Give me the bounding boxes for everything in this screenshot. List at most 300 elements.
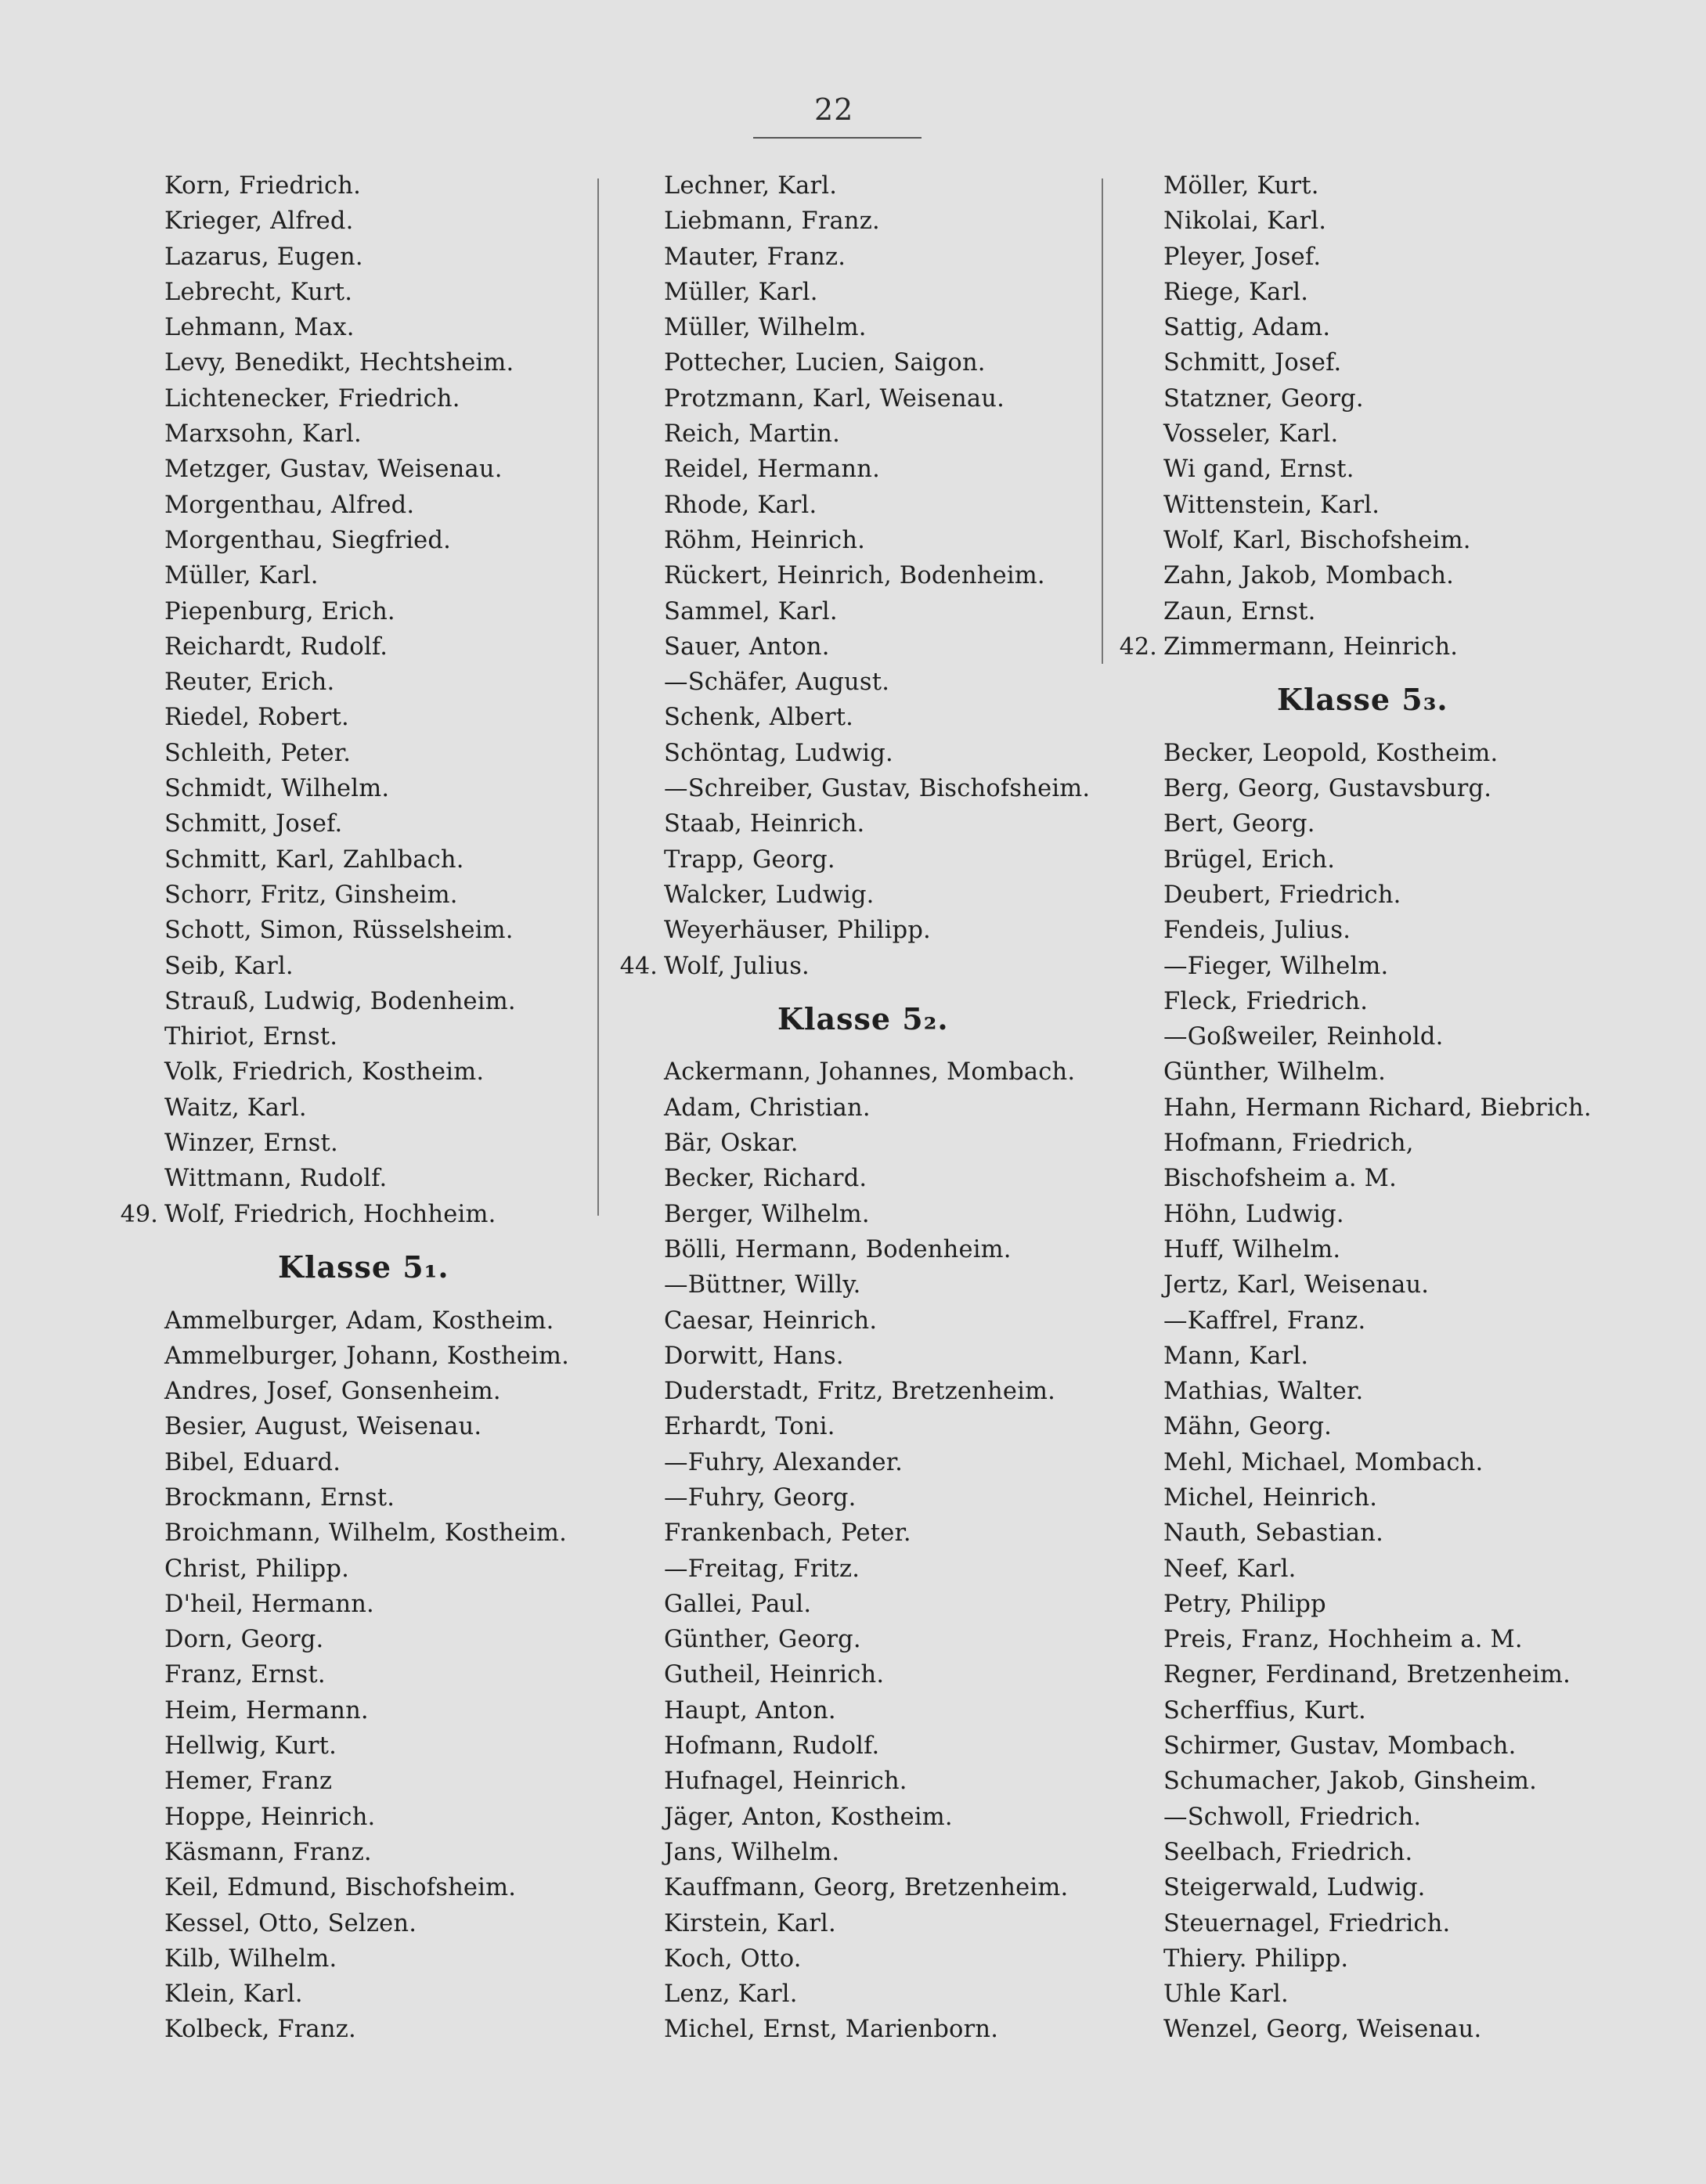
list-item	[164, 1445, 569, 1480]
list-item	[664, 168, 1090, 204]
page-number-rule	[753, 137, 922, 139]
entry-name: Mähn, Georg.	[1163, 1413, 1333, 1441]
entry-name: Christ, Philipp.	[164, 1555, 349, 1583]
entry-name: —Freitag, Fritz.	[664, 1555, 860, 1583]
list-item	[664, 1977, 1090, 2012]
entry-name: Zimmermann, Heinrich.	[1163, 632, 1459, 661]
list-item	[164, 523, 569, 558]
entry-name: Pleyer, Josef.	[1163, 243, 1322, 271]
list-item	[1163, 1303, 1592, 1339]
entry-name: Kolbeck, Franz.	[164, 2016, 356, 2044]
entry-name: Hahn, Hermann Richard, Biebrich.	[1163, 1094, 1592, 1122]
list-item	[664, 1515, 1090, 1551]
list-item	[164, 1977, 569, 2012]
list-item	[1163, 1657, 1592, 1692]
entry-name: Preis, Franz, Hochheim a. M.	[1163, 1626, 1523, 1654]
list-item	[664, 1126, 1090, 1161]
entry-name: Kauffmann, Georg, Bretzenheim.	[664, 1874, 1069, 1902]
entry-name: Reichardt, Rudolf.	[164, 632, 388, 661]
list-item	[1163, 1764, 1592, 1799]
entry-name: Berg, Georg, Gustavsburg.	[1163, 775, 1492, 803]
list-item	[1163, 594, 1592, 629]
list-item	[164, 594, 569, 629]
list-item	[164, 984, 569, 1019]
list-item	[664, 1374, 1090, 1409]
entry-name: Lechner, Karl.	[664, 172, 838, 200]
entry-name: Wi gand, Ernst.	[1163, 456, 1354, 484]
list-item	[164, 1126, 569, 1161]
list-item	[164, 1090, 569, 1126]
entry-name: Waitz, Karl.	[164, 1094, 307, 1122]
list-item	[664, 2012, 1090, 2047]
list-item	[664, 558, 1090, 593]
list-item	[164, 913, 569, 948]
list-item	[1163, 1374, 1592, 1409]
list-item	[664, 1764, 1090, 1799]
entry-name: —Fuhry, Georg.	[664, 1483, 857, 1512]
list-item	[1163, 1409, 1592, 1444]
entry-name: Nauth, Sebastian.	[1163, 1519, 1384, 1548]
entry-name: —Büttner, Willy.	[664, 1271, 861, 1299]
list-item	[1163, 1339, 1592, 1374]
list-item	[1163, 984, 1592, 1019]
list-item	[164, 771, 569, 806]
list-item	[164, 1303, 569, 1339]
entry-name: Müller, Karl.	[164, 562, 319, 590]
name-column-1	[120, 168, 570, 2048]
entry-name: Keil, Edmund, Bischofsheim.	[164, 1874, 517, 1902]
list-item	[164, 1480, 569, 1515]
list-item	[164, 1339, 569, 1374]
entry-name: Fleck, Friedrich.	[1163, 987, 1369, 1015]
entry-name: Frankenbach, Peter.	[664, 1519, 911, 1548]
entry-name: Hufnagel, Heinrich.	[664, 1768, 907, 1796]
entry-name: Ackermann, Johannes, Mombach.	[664, 1058, 1076, 1087]
entry-name: Rückert, Heinrich, Bodenheim.	[664, 562, 1045, 590]
entry-name: Piepenburg, Erich.	[164, 597, 395, 625]
entry-name: Adam, Christian.	[664, 1094, 871, 1122]
entry-name: Wittenstein, Karl.	[1163, 491, 1380, 519]
list-item	[1163, 878, 1592, 913]
list-item	[164, 1870, 569, 1905]
list-item	[1163, 1267, 1592, 1303]
list-item	[1163, 168, 1592, 204]
entry-name: Riedel, Robert.	[164, 704, 349, 732]
list-item	[164, 416, 569, 452]
entry-name: Winzer, Ernst.	[164, 1130, 338, 1158]
list-item	[664, 416, 1090, 452]
entry-name: Möller, Kurt.	[1163, 172, 1319, 200]
list-item	[664, 1232, 1090, 1267]
entry-name: Hofmann, Rudolf.	[664, 1732, 880, 1761]
entry-name: Schöntag, Ludwig.	[664, 739, 893, 767]
list-item	[664, 1552, 1090, 1587]
entry-name: Michel, Ernst, Marienborn.	[664, 2016, 999, 2044]
list-item	[1163, 1126, 1563, 1197]
entry-name: Steigerwald, Ludwig.	[1163, 1874, 1426, 1902]
entry-name: Morgenthau, Alfred.	[164, 491, 415, 519]
entry-name: Sauer, Anton.	[664, 632, 830, 661]
list-item	[164, 345, 569, 380]
entry-name: Wenzel, Georg, Weisenau.	[1163, 2016, 1482, 2044]
entry-name: Käsmann, Franz.	[164, 1838, 372, 1866]
list-item	[664, 1906, 1090, 1941]
entry-name: Weyerhäuser, Philipp.	[664, 917, 931, 945]
list-item	[1163, 806, 1592, 842]
list-item	[120, 1197, 569, 1232]
entry-name: Mehl, Michael, Mombach.	[1163, 1448, 1484, 1476]
entry-name: Heim, Hermann.	[164, 1696, 369, 1724]
entry-name: Höhn, Ludwig.	[1163, 1200, 1344, 1228]
list-item	[664, 1445, 1090, 1480]
list-item	[164, 452, 569, 487]
list-item	[164, 949, 569, 984]
entry-name: Jertz, Karl, Weisenau.	[1163, 1271, 1430, 1299]
entry-name: Vosseler, Karl.	[1163, 420, 1339, 449]
list-item	[664, 878, 1090, 913]
list-item	[1163, 1728, 1592, 1764]
entry-name: Nikolai, Karl.	[1163, 207, 1327, 236]
entry-name: Lazarus, Eugen.	[164, 243, 363, 271]
list-item	[664, 488, 1090, 523]
entry-name: Berger, Wilhelm.	[664, 1200, 870, 1228]
entry-name: Caesar, Heinrich.	[664, 1306, 878, 1335]
list-item	[164, 1552, 569, 1587]
entry-name: Schleith, Peter.	[164, 739, 352, 767]
list-item	[164, 1657, 569, 1692]
list-item	[164, 1906, 569, 1941]
entry-name: Schirmer, Gustav, Mombach.	[1163, 1732, 1517, 1761]
list-item	[664, 1161, 1090, 1196]
entry-name: Reidel, Hermann.	[664, 456, 881, 484]
list-item	[664, 240, 1090, 275]
entry-name: Bert, Georg.	[1163, 810, 1315, 838]
list-item	[664, 381, 1090, 416]
entry-name: Schenk, Albert.	[664, 704, 854, 732]
entry-name: Thiery. Philipp.	[1163, 1944, 1349, 1973]
entry-name: Schmitt, Josef.	[164, 810, 343, 838]
entry-name: Lichtenecker, Friedrich.	[164, 384, 460, 413]
list-item	[1163, 1515, 1592, 1551]
entry-name: Andres, Josef, Gonsenheim.	[164, 1378, 501, 1406]
section-heading: Klasse 5₃.	[1277, 682, 1448, 718]
entry-name: Morgenthau, Siegfried.	[164, 526, 452, 554]
list-item	[164, 665, 569, 700]
entry-name: Wittmann, Rudolf.	[164, 1165, 388, 1193]
entry-name: Jäger, Anton, Kostheim.	[664, 1803, 953, 1831]
list-item	[664, 771, 1090, 806]
entry-name: Schmitt, Josef.	[1163, 349, 1342, 377]
list-item	[1163, 1870, 1592, 1905]
list-item	[664, 913, 1090, 948]
entry-name: Marxsohn, Karl.	[164, 420, 362, 449]
entry-name: Lebrecht, Kurt.	[164, 278, 353, 306]
list-item	[164, 168, 569, 204]
entry-name: Petry, Philipp	[1163, 1590, 1326, 1618]
section-heading: Klasse 5₂.	[777, 1000, 949, 1036]
entry-name: Schott, Simon, Rüsselsheim.	[164, 917, 514, 945]
entry-name: Mann, Karl.	[1163, 1342, 1309, 1370]
entry-name: Wolf, Friedrich, Hochheim.	[164, 1200, 496, 1228]
entry-name: Günther, Georg.	[664, 1626, 861, 1654]
list-item	[164, 1161, 569, 1196]
list-item	[1163, 523, 1592, 558]
list-item	[664, 275, 1090, 310]
page-number: 22	[814, 92, 854, 127]
entry-name: Schorr, Fritz, Ginsheim.	[164, 881, 458, 909]
list-item	[164, 240, 569, 275]
list-item	[164, 629, 569, 665]
list-item	[664, 700, 1090, 735]
list-item	[164, 842, 569, 878]
entry-name: Zahn, Jakob, Mombach.	[1163, 562, 1455, 590]
entry-name: Liebmann, Franz.	[664, 207, 880, 236]
entry-name: Ammelburger, Johann, Kostheim.	[164, 1342, 570, 1370]
list-item	[1163, 1054, 1592, 1090]
entry-name: Protzmann, Karl, Weisenau.	[664, 384, 1004, 413]
entry-name: Schmidt, Wilhelm.	[164, 775, 390, 803]
entry-name: Riege, Karl.	[1163, 278, 1309, 306]
list-item	[1163, 1552, 1592, 1587]
entry-name: —Schäfer, August.	[664, 669, 890, 697]
entry-name: Klein, Karl.	[164, 1980, 303, 2009]
entry-name: D'heil, Hermann.	[164, 1590, 374, 1618]
entry-name: Levy, Benedikt, Hechtsheim.	[164, 349, 514, 377]
entry-name: Gutheil, Heinrich.	[664, 1661, 885, 1689]
list-item	[164, 736, 569, 771]
entry-name: Bibel, Eduard.	[164, 1448, 341, 1476]
entry-name: Wolf, Julius.	[664, 952, 810, 980]
list-item	[1163, 558, 1592, 593]
list-item	[1163, 1197, 1592, 1232]
list-item	[664, 1480, 1090, 1515]
list-item	[1119, 629, 1592, 665]
list-item	[1163, 488, 1592, 523]
list-item	[1163, 949, 1592, 984]
entry-name: Pottecher, Lucien, Saigon.	[664, 349, 986, 377]
column-divider-1	[597, 178, 599, 1216]
entry-name: —Kaffrel, Franz.	[1163, 1306, 1366, 1335]
list-item	[164, 1054, 569, 1090]
name-column-2	[619, 168, 1091, 2048]
list-item	[664, 452, 1090, 487]
list-item	[664, 1728, 1090, 1764]
entry-name: Trapp, Georg.	[664, 845, 835, 874]
list-item	[664, 523, 1090, 558]
list-item	[664, 736, 1090, 771]
list-item	[664, 842, 1090, 878]
entry-name: Kirstein, Karl.	[664, 1909, 836, 1937]
entry-name: Deubert, Friedrich.	[1163, 881, 1401, 909]
entry-name: Lehmann, Max.	[164, 314, 355, 342]
list-item	[1163, 1622, 1592, 1657]
entry-name: Michel, Heinrich.	[1163, 1483, 1378, 1512]
entry-name: Brügel, Erich.	[1163, 845, 1336, 874]
entry-name: —Fieger, Wilhelm.	[1163, 952, 1389, 980]
list-item	[1163, 1587, 1592, 1622]
list-item	[1163, 1090, 1592, 1126]
entry-name: Neef, Karl.	[1163, 1555, 1297, 1583]
entry-name: Zaun, Ernst.	[1163, 597, 1316, 625]
entry-name: Metzger, Gustav, Weisenau.	[164, 456, 503, 484]
entry-name: Kessel, Otto, Selzen.	[164, 1909, 417, 1937]
entry-name: Reich, Martin.	[664, 420, 841, 449]
list-item	[164, 1019, 569, 1054]
list-item	[664, 1622, 1090, 1657]
entry-name: Regner, Ferdinand, Bretzenheim.	[1163, 1661, 1571, 1689]
list-item	[664, 594, 1090, 629]
entry-name: Seib, Karl.	[164, 952, 294, 980]
entry-name: Fendeis, Julius.	[1163, 917, 1351, 945]
list-item	[664, 1693, 1090, 1728]
list-item	[1163, 275, 1592, 310]
list-item	[1163, 736, 1592, 771]
list-item	[164, 1764, 569, 1799]
list-item	[1163, 913, 1592, 948]
list-item	[1163, 1977, 1592, 2012]
list-item	[1163, 416, 1592, 452]
list-item	[164, 1941, 569, 1977]
entry-name: Jans, Wilhelm.	[664, 1838, 840, 1866]
entry-name: Bär, Oskar.	[664, 1130, 799, 1158]
list-item	[164, 1728, 569, 1764]
entry-name: Reuter, Erich.	[164, 669, 335, 697]
entry-name: Hoppe, Heinrich.	[164, 1803, 376, 1831]
entry-name: Lenz, Karl.	[664, 1980, 798, 2009]
list-item	[164, 1693, 569, 1728]
entry-name: Sammel, Karl.	[664, 597, 838, 625]
list-item	[1163, 204, 1592, 239]
list-item	[1163, 1019, 1592, 1054]
entry-name: Krieger, Alfred.	[164, 207, 354, 236]
entry-name: —Fuhry, Alexander.	[664, 1448, 903, 1476]
entry-name: Duderstadt, Fritz, Bretzenheim.	[664, 1378, 1056, 1406]
entry-name: Korn, Friedrich.	[164, 172, 361, 200]
entry-name: Schumacher, Jakob, Ginsheim.	[1163, 1768, 1538, 1796]
list-item	[1163, 1232, 1592, 1267]
entry-name: Sattig, Adam.	[1163, 314, 1331, 342]
column-divider-2	[1102, 178, 1103, 664]
entry-name: Haupt, Anton.	[664, 1696, 836, 1724]
list-item	[664, 665, 1090, 700]
list-item	[664, 1339, 1090, 1374]
entry-count: 44.	[619, 952, 658, 980]
entry-name: Hofmann, Friedrich, Bischofsheim a. M.	[1163, 1130, 1414, 1193]
list-item	[164, 204, 569, 239]
entry-name: Thiriot, Ernst.	[164, 1023, 338, 1051]
entry-name: Broichmann, Wilhelm, Kostheim.	[164, 1519, 568, 1548]
entry-name: Dorwitt, Hans.	[664, 1342, 844, 1370]
list-item	[1163, 1906, 1592, 1941]
list-item	[1163, 240, 1592, 275]
list-item	[1163, 381, 1592, 416]
entry-name: —Schreiber, Gustav, Bischofsheim.	[664, 775, 1091, 803]
list-item	[664, 1657, 1090, 1692]
list-item	[164, 1835, 569, 1870]
list-item	[164, 1409, 569, 1444]
entry-name: Ammelburger, Adam, Kostheim.	[164, 1306, 554, 1335]
list-item	[664, 1054, 1090, 1090]
list-item	[664, 204, 1090, 239]
entry-name: Müller, Karl.	[664, 278, 818, 306]
list-item	[164, 558, 569, 593]
entry-name: Dorn, Georg.	[164, 1626, 324, 1654]
list-item	[164, 1515, 569, 1551]
entry-name: Strauß, Ludwig, Bodenheim.	[164, 987, 516, 1015]
list-item	[164, 1800, 569, 1835]
entry-name: Kilb, Wilhelm.	[164, 1944, 337, 1973]
entry-name: Walcker, Ludwig.	[664, 881, 875, 909]
list-item	[164, 310, 569, 345]
entry-name: Becker, Leopold, Kostheim.	[1163, 739, 1499, 767]
list-item	[664, 1800, 1090, 1835]
list-item	[664, 1090, 1090, 1126]
entry-name: Brockmann, Ernst.	[164, 1483, 395, 1512]
section-heading: Klasse 5₁.	[278, 1249, 449, 1285]
entry-name: Hemer, Franz	[164, 1768, 333, 1796]
list-item	[164, 381, 569, 416]
entry-name: Bölli, Hermann, Bodenheim.	[664, 1235, 1012, 1263]
list-item	[1163, 345, 1592, 380]
list-item	[664, 345, 1090, 380]
list-item	[1163, 1480, 1592, 1515]
list-item	[664, 1197, 1090, 1232]
entry-name: —Schwoll, Friedrich.	[1163, 1803, 1422, 1831]
list-item	[164, 1374, 569, 1409]
list-item	[164, 2012, 569, 2047]
list-item	[664, 1303, 1090, 1339]
list-item	[164, 878, 569, 913]
entry-name: Rhode, Karl.	[664, 491, 817, 519]
list-item	[1163, 1941, 1592, 1977]
entry-name: Mathias, Walter.	[1163, 1378, 1364, 1406]
entry-name: Wolf, Karl, Bischofsheim.	[1163, 526, 1471, 554]
list-item	[1163, 842, 1592, 878]
list-item	[164, 488, 569, 523]
list-item	[164, 806, 569, 842]
list-item	[664, 806, 1090, 842]
list-item	[1163, 310, 1592, 345]
list-item	[619, 949, 1090, 984]
entry-name: Statzner, Georg.	[1163, 384, 1364, 413]
entry-name: Franz, Ernst.	[164, 1661, 326, 1689]
list-item	[164, 275, 569, 310]
list-item	[664, 1835, 1090, 1870]
entry-name: Steuernagel, Friedrich.	[1163, 1909, 1451, 1937]
entry-name: Besier, August, Weisenau.	[164, 1413, 482, 1441]
list-item	[664, 1267, 1090, 1303]
list-item	[164, 1587, 569, 1622]
entry-count: 42.	[1119, 632, 1157, 661]
entry-name: Staab, Heinrich.	[664, 810, 865, 838]
entry-name: Müller, Wilhelm.	[664, 314, 867, 342]
list-item	[1163, 2012, 1592, 2047]
entry-name: Volk, Friedrich, Kostheim.	[164, 1058, 485, 1087]
entry-name: Scherffius, Kurt.	[1163, 1696, 1366, 1724]
list-item	[1163, 771, 1592, 806]
list-item	[1163, 1693, 1592, 1728]
list-item	[1163, 452, 1592, 487]
entry-name: Günther, Wilhelm.	[1163, 1058, 1387, 1087]
entry-name: Gallei, Paul.	[664, 1590, 812, 1618]
list-item	[664, 310, 1090, 345]
list-item	[164, 1622, 569, 1657]
entry-name: Röhm, Heinrich.	[664, 526, 866, 554]
list-item	[664, 1409, 1090, 1444]
entry-name: Mauter, Franz.	[664, 243, 846, 271]
entry-name: —Goßweiler, Reinhold.	[1163, 1023, 1444, 1051]
name-column-3	[1119, 168, 1592, 2048]
